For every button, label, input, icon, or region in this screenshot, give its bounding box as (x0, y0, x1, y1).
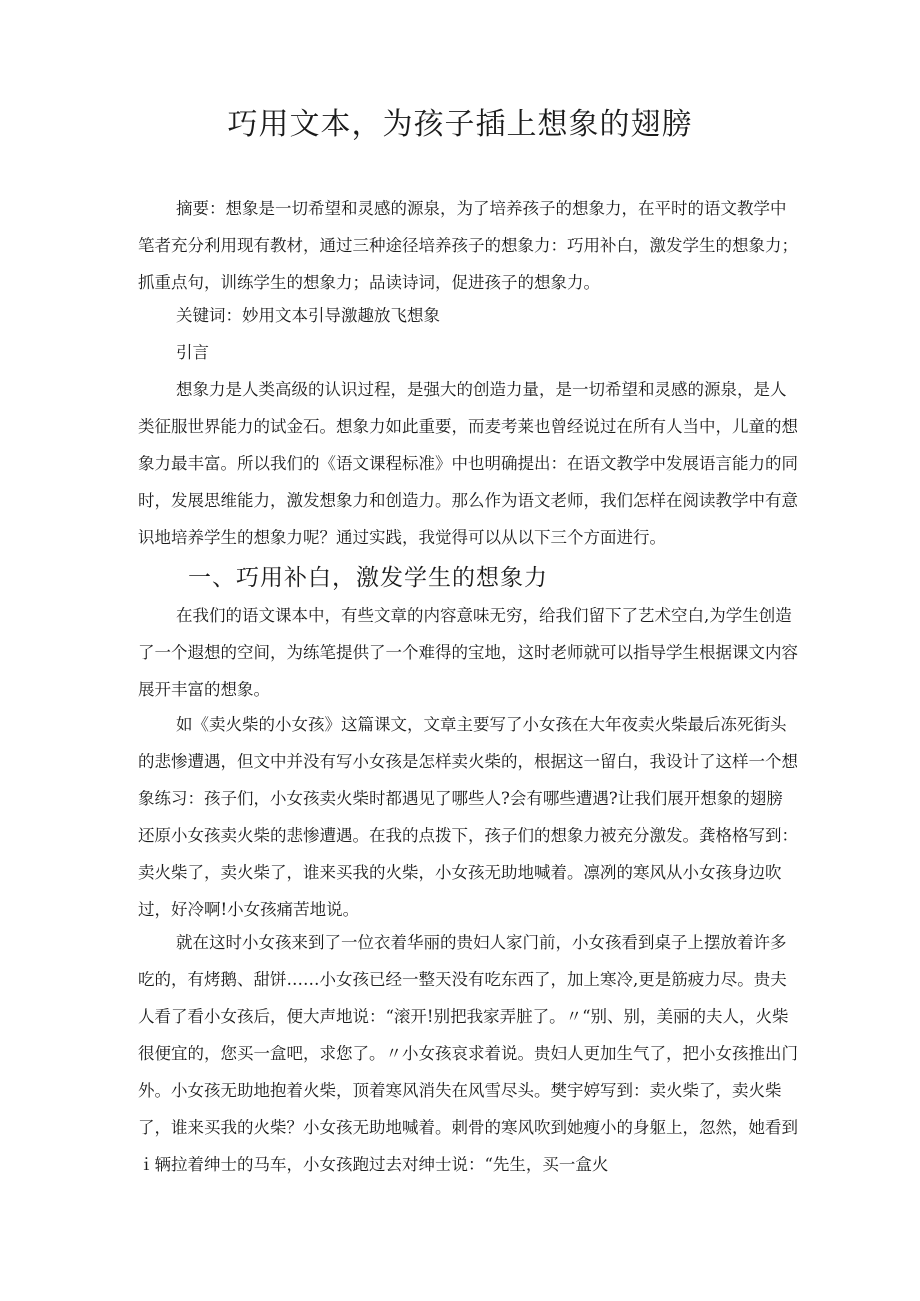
section-paragraph: 在我们的语文课本中，有些文章的内容意味无穷，给我们留下了艺术空白,为学生创造了一个遐想的空间，为练笔提供了一个难得的宝地，这时老师就可以指导学生根据课文内容展开丰富的想象。 (138, 606, 798, 699)
section-paragraph: 就在这时小女孩来到了一位衣着华丽的贵妇人家门前，小女孩看到桌子上摆放着许多吃的，有烤鹅、甜饼……小女孩已经一整天没有吃东西了，加上寒冷,更是筋疲力尽。贵夫人看了看小女孩后，便大声地说：“滚开!别把我家弄脏了。〃“别、别，美丽的夫人，火柴很便宜的，您买一盒吧，求您了。〃小女孩哀求着说。贵妇人更加生气了，把小女孩推出门外。小女孩无助地抱着火柴，顶着寒风消失在风雪尽头。樊宇婷写到：卖火柴了，卖火柴了，谁来买我的火柴？小女孩无助地喊着。刺骨的寒风吹到她瘦小的身躯上，忽然，她看到ｉ辆拉着绅士的马车，小女孩跑过去对绅士说：“先生，买一盒火 (138, 933, 798, 1174)
abstract-paragraph: 摘要：想象是一切希望和灵感的源泉，为了培养孩子的想象力，在平时的语文教学中笔者充分利用现有教材，通过三种途径培养孩子的想象力：巧用补白，激发学生的想象力；抓重点句，训练学生的想象力；品读诗词，促进孩子的想象力。 (138, 199, 798, 292)
intro-paragraph: 想象力是人类高级的认识过程，是强大的创造力量，是一切希望和灵感的源泉，是人类征服世界能力的试金石。想象力如此重要，而麦考莱也曾经说过在所有人当中，儿童的想象力最丰富。所以我们的《语文课程标准》中也明确提出：在语文教学中发展语言能力的同时，发展思维能力，激发想象力和创造力。那么作为语文老师，我们怎样在阅读教学中有意识地培养学生的想象力呢？通过实践，我觉得可以从以下三个方面进行。 (138, 380, 798, 547)
section-paragraph: 如《卖火柴的小女孩》这篇课文，文章主要写了小女孩在大年夜卖火柴最后冻死街头的悲惨遭遇，但文中并没有写小女孩是怎样卖火柴的，根据这一留白，我设计了这样一个想象练习：孩子们，小女孩卖火柴时都遇见了哪些人?会有哪些遭遇?让我们展开想象的翅膀还原小女孩卖火柴的悲惨遭遇。在我的点拨下，孩子们的想象力被充分激发。龚格格写到：卖火柴了，卖火柴了，谁来买我的火柴，小女孩无助地喊着。凛冽的寒风从小女孩身边吹过，好冷啊!小女孩痛苦地说。 (138, 715, 798, 919)
intro-heading: 引言 (176, 343, 209, 362)
document-title: 巧用文本，为孩子插上想象的翅膀 (227, 107, 693, 142)
keywords-line: 关键词：妙用文本引导激趣放飞想象 (176, 306, 440, 325)
section-heading: 一、巧用补白，激发学生的想象力 (188, 565, 548, 591)
